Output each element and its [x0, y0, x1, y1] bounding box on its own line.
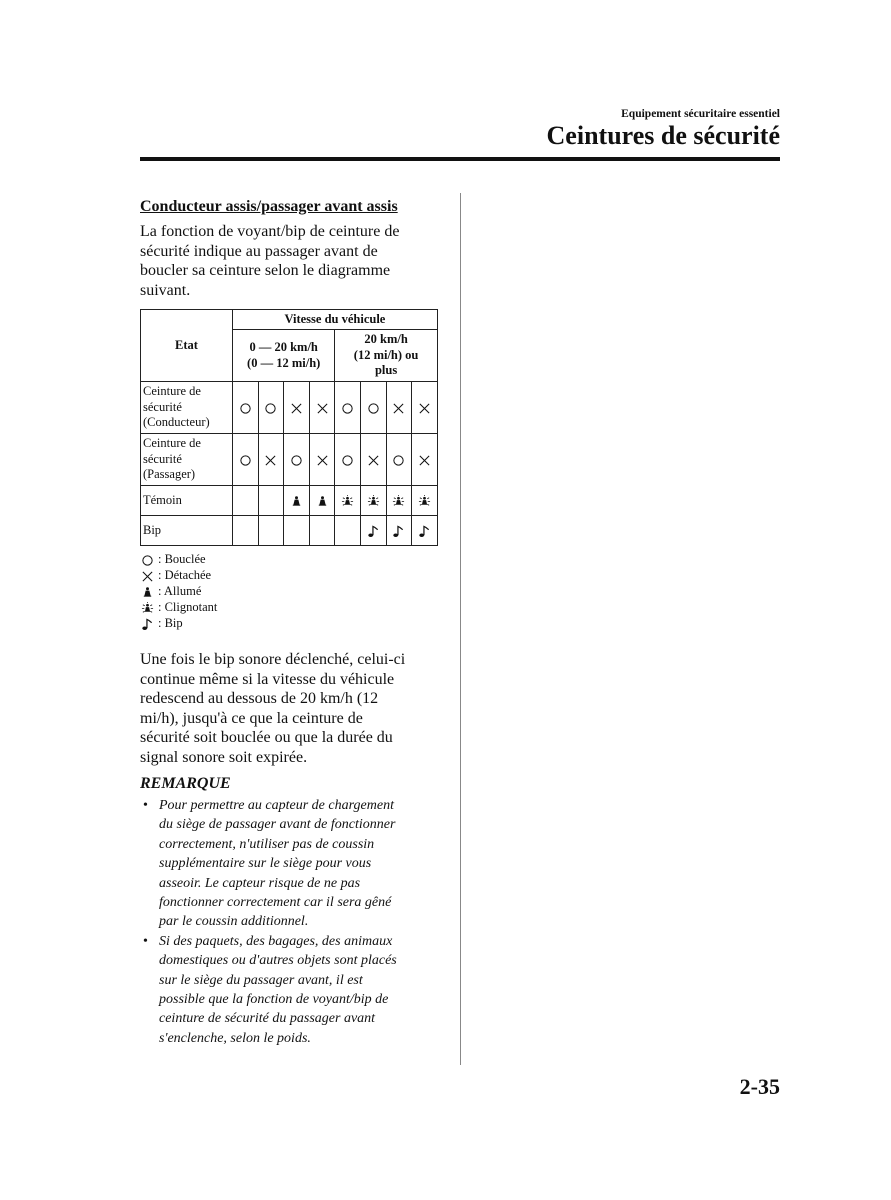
status-cell — [360, 486, 386, 516]
note-list — [140, 796, 440, 1048]
row-label-line: sécurité — [143, 399, 182, 414]
legend-item — [141, 551, 217, 567]
row-label-line: sécurité — [143, 451, 182, 466]
text-line: Si des paquets, des bagages, des animaux — [159, 933, 393, 949]
body-paragraph — [140, 650, 440, 767]
row-label-line: (Conducteur) — [143, 415, 210, 430]
table-row-passenger — [141, 434, 438, 486]
text-line: sécurité indique au passager avant de — [140, 242, 378, 260]
note-item — [140, 932, 440, 1048]
text-line: correctement, n'utiliser pas de coussin — [159, 836, 375, 852]
status-cell — [233, 486, 259, 516]
legend-text: : Allumé — [158, 584, 202, 598]
status-cell — [309, 486, 335, 516]
status-cell — [360, 434, 386, 486]
status-cell — [309, 434, 335, 486]
page-title: Ceintures de sécurité — [546, 121, 780, 150]
legend-item — [141, 615, 217, 631]
status-cell — [258, 486, 284, 516]
unbuckled-cross-icon — [290, 402, 303, 415]
text-line: ceinture de sécurité du passager avant — [159, 1011, 376, 1027]
table-row-driver — [141, 382, 438, 434]
status-cell — [309, 382, 335, 434]
etat-header: Etat — [141, 310, 233, 382]
status-cell — [258, 516, 284, 546]
beep-note-icon — [141, 618, 154, 631]
text-line: Une fois le bip sonore déclenché, celui-ci — [140, 651, 406, 668]
legend-text: : Bip — [158, 616, 183, 630]
indicator-flashing-icon — [141, 602, 154, 615]
buckled-circle-icon — [290, 454, 303, 467]
legend-icon — [141, 615, 158, 631]
buckled-circle-icon — [264, 402, 277, 415]
indicator-flashing-icon — [367, 495, 380, 508]
status-cell — [386, 382, 412, 434]
status-cell — [309, 516, 335, 546]
note-heading: REMARQUE — [140, 775, 231, 792]
header-rule — [140, 157, 780, 161]
speed-high-line: 20 km/h — [364, 332, 408, 347]
note-text — [159, 932, 397, 1048]
speed-low-line: 0 — 20 km/h — [249, 340, 318, 354]
row-label: Témoin — [141, 486, 233, 516]
text-line: asseoir. Le capteur risque de ne pas — [159, 875, 361, 891]
bullet: • — [143, 933, 148, 949]
indicator-on-icon — [141, 586, 154, 599]
status-cell — [360, 516, 386, 546]
section-heading: Conducteur assis/passager avant assis — [140, 198, 398, 215]
text-line: redescend au dessous de 20 km/h (12 — [140, 690, 379, 707]
unbuckled-cross-icon — [141, 570, 154, 583]
indicator-on-icon — [316, 495, 329, 508]
text-line: du siège de passager avant de fonctionner — [159, 817, 396, 833]
speed-low-line: (0 — 12 mi/h) — [247, 355, 321, 370]
legend-text: : Clignotant — [158, 600, 218, 614]
legend-item — [141, 567, 217, 583]
legend — [141, 551, 217, 631]
text-line: boucler sa ceinture selon le diagramme — [140, 262, 391, 279]
legend-item — [141, 583, 217, 599]
text-line: continue même si la vitesse du véhicule — [140, 670, 395, 688]
page-number: 2-35 — [739, 1074, 780, 1099]
status-cell — [386, 516, 412, 546]
beep-note-icon — [392, 525, 405, 538]
beep-note-icon — [418, 525, 431, 538]
legend-text: : Détachée — [158, 568, 212, 582]
note-text — [159, 796, 395, 932]
beep-note-icon — [367, 525, 380, 538]
status-cell — [412, 382, 438, 434]
buckled-circle-icon — [367, 402, 380, 415]
row-label — [141, 434, 233, 486]
status-cell — [335, 434, 361, 486]
speed-high-header — [335, 330, 437, 382]
buckled-circle-icon — [341, 402, 354, 415]
speed-low-header — [233, 330, 335, 382]
text-line: supplémentaire sur le siège pour vous — [159, 856, 372, 872]
status-cell — [386, 434, 412, 486]
text-line: signal sonore soit expirée. — [140, 748, 308, 766]
status-cell — [284, 516, 310, 546]
indicator-flashing-icon — [341, 495, 354, 508]
text-line: fonctionner correctement car il sera gêné — [159, 895, 392, 911]
indicator-flashing-icon — [418, 495, 431, 508]
row-label: Bip — [141, 516, 233, 546]
text-line: Pour permettre au capteur de chargement — [159, 798, 394, 813]
status-cell — [360, 382, 386, 434]
text-line: sur le siège du passager avant, il est — [159, 972, 363, 988]
note-item — [140, 796, 440, 932]
unbuckled-cross-icon — [316, 402, 329, 415]
status-cell — [233, 516, 259, 546]
indicator-on-icon — [290, 495, 303, 508]
text-line: par le coussin additionnel. — [159, 914, 309, 930]
status-cell — [233, 382, 259, 434]
text-line: mi/h), jusqu'à ce que la ceinture de — [140, 709, 363, 727]
table-row-indicator — [141, 486, 438, 516]
speed-high-line: plus — [374, 363, 398, 378]
text-line: possible que la fonction de voyant/bip de — [159, 992, 389, 1008]
status-cell — [335, 486, 361, 516]
row-label — [141, 382, 233, 434]
text-line: s'enclenche, selon le poids. — [159, 1030, 311, 1046]
speed-header: Vitesse du véhicule — [233, 310, 438, 330]
status-cell — [284, 486, 310, 516]
buckled-circle-icon — [341, 454, 354, 467]
buckled-circle-icon — [239, 402, 252, 415]
legend-item — [141, 599, 217, 615]
table-row-beep — [141, 516, 438, 546]
status-cell — [335, 382, 361, 434]
status-cell — [284, 382, 310, 434]
legend-icon — [141, 599, 158, 615]
status-cell — [233, 434, 259, 486]
left-column — [140, 198, 438, 300]
legend-icon — [141, 551, 158, 567]
buckled-circle-icon — [239, 454, 252, 467]
status-cell — [258, 434, 284, 486]
legend-text: : Bouclée — [158, 552, 206, 566]
unbuckled-cross-icon — [392, 402, 405, 415]
unbuckled-cross-icon — [264, 454, 277, 467]
unbuckled-cross-icon — [316, 454, 329, 467]
status-cell — [335, 516, 361, 546]
status-cell — [412, 434, 438, 486]
status-cell — [284, 434, 310, 486]
status-cell — [258, 382, 284, 434]
buckled-circle-icon — [392, 454, 405, 467]
section-header: Equipement sécuritaire essentiel — [621, 108, 780, 120]
unbuckled-cross-icon — [367, 454, 380, 467]
row-label-line: (Passager) — [143, 467, 196, 482]
unbuckled-cross-icon — [418, 454, 431, 467]
status-cell — [412, 486, 438, 516]
status-cell — [412, 516, 438, 546]
indicator-flashing-icon — [392, 495, 405, 508]
buckled-circle-icon — [141, 554, 154, 567]
status-cell — [386, 486, 412, 516]
legend-icon — [141, 583, 158, 599]
bullet: • — [143, 798, 148, 813]
speed-high-line: (12 mi/h) ou — [353, 347, 419, 362]
unbuckled-cross-icon — [418, 402, 431, 415]
seatbelt-diagram-table — [140, 309, 438, 546]
legend-icon — [141, 567, 158, 583]
intro-paragraph — [140, 222, 438, 300]
text-line: suivant. — [140, 281, 191, 299]
text-line: La fonction de voyant/bip de ceinture de — [140, 223, 400, 240]
column-divider — [460, 193, 461, 1065]
row-label-line: Ceinture de — [143, 436, 201, 451]
text-line: sécurité soit bouclée ou que la durée du — [140, 729, 393, 746]
text-line: domestiques ou d'autres objets sont placés — [159, 953, 397, 969]
row-label-line: Ceinture de — [143, 384, 201, 399]
